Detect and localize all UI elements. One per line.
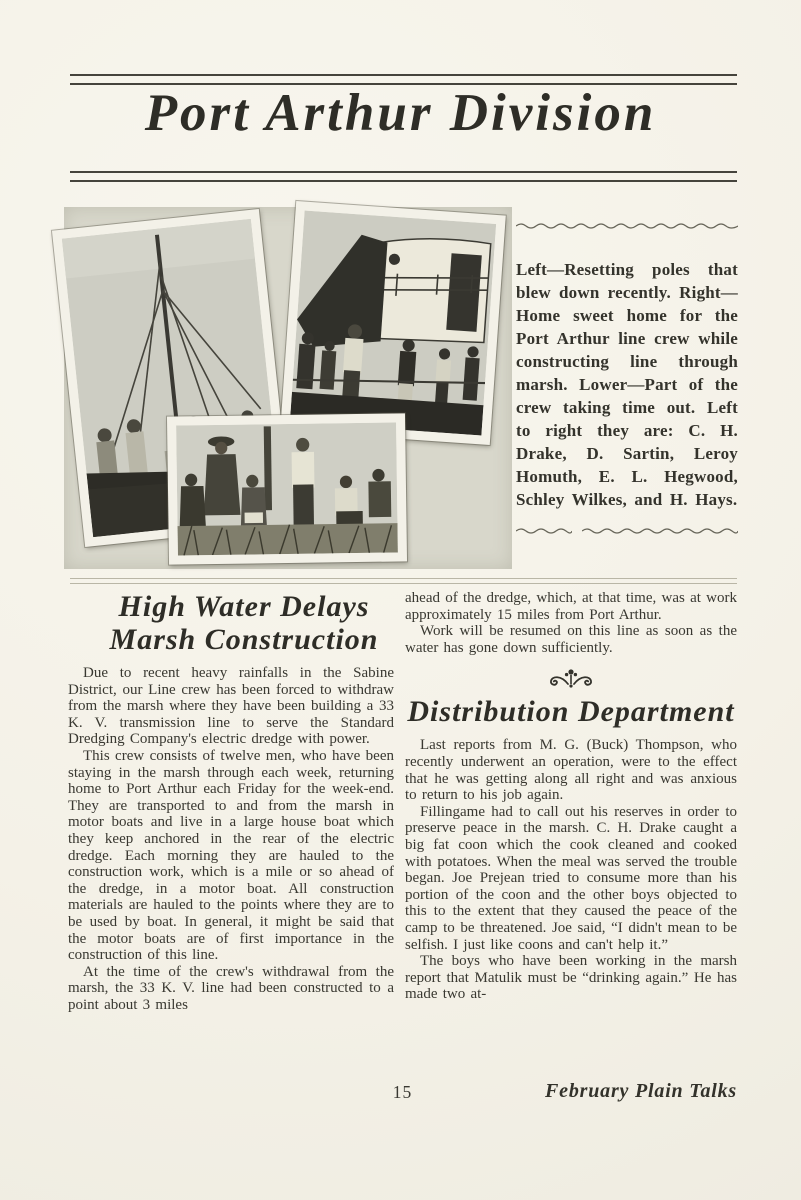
photo-collage (64, 207, 512, 569)
houseboat-illustration (290, 211, 496, 436)
wavy-rule-top (516, 222, 738, 230)
photo-crew-resting (167, 413, 407, 564)
paragraph: This crew consists of twelve men, who have been staying in the marsh through each week, returning home to Port Arthur each Friday for the week-end. They are transported to and from the marsh in motor boats and live in a large house boat which they keep anchored in the rear of the electric dredge. Each morning they are hauled to the construction work, which is a mile or so ahead of the dredge, in a motor boat. All construction materials are hauled to the points where they are to be used by boat. In general, it might be said that the motor boats are of first importance in the construction of this line. (68, 747, 394, 964)
headline-distribution-department: Distribution Department (407, 695, 735, 729)
page-title: Port Arthur Division (144, 84, 657, 142)
paragraph: At the time of the crew's withdrawal from the marsh, the 33 K. V. line had been constructed to a point about 3 miles (68, 963, 394, 1013)
section-divider-rule (70, 578, 737, 584)
article-columns (68, 590, 737, 1085)
wavy-rule-bottom (516, 527, 738, 535)
photo-caption: Left—Resetting poles that blew down recently. Right—Home sweet home for the Port Arthur line crew while constructing line through marsh. Lower—Part of the crew taking time out. Left to right they are: C. H. Drake, D. Sartin, Leroy Homuth, E. L. Hegwood, Schley Wilkes, and H. Hays. (516, 260, 738, 509)
fleuron-ornament-icon (405, 665, 737, 691)
paragraph: Due to recent heavy rainfalls in the Sabine District, our Line crew has been forced to withdraw from the marsh where they have been building a 33 K. V. transmission line to serve the Standard Dredging Company's electric dredge with power. (68, 665, 394, 748)
paragraph: Work will be resumed on this line as soon as the water has gone down sufficiently. (405, 623, 737, 656)
photo-caption-block (516, 222, 738, 535)
paragraph: Last reports from M. G. (Buck) Thompson, who recently underwent an operation, were to the effect that he was getting along all right and was anxious to return to his job again. (405, 737, 737, 804)
title-bottom-double-rule (70, 171, 737, 182)
publication-title: February Plain Talks (545, 1080, 737, 1102)
photo-houseboat (280, 201, 506, 445)
wavy-line-icon (516, 222, 738, 230)
headline-line-2: Marsh Construction (109, 623, 379, 656)
page-number: 15 (392, 1082, 413, 1102)
crew-resting-illustration (176, 422, 398, 555)
headline-line-1: High Water Delays (118, 590, 370, 623)
headline-high-water-delays (68, 590, 394, 656)
wavy-line-icon (516, 527, 572, 535)
wavy-line-icon (582, 527, 738, 535)
right-column (405, 590, 737, 1085)
left-column (68, 590, 394, 1085)
paragraph-continuation: ahead of the dredge, which, at that time, was at work approximately 15 miles from Port Arthur. (405, 590, 737, 623)
paragraph: Fillingame had to call out his reserves in order to preserve peace in the marsh. C. H. Drake caught a big fat coon which the cook cleaned and cooked with potatoes. When the meal was served the trouble began. Joe Prejean tried to consume more than his portion of the coon and the other boys objected to this to the extent that they caused the peace of the camp to be threatened. Joe said, “I didn't mean to be selfish. I just like coons and can't help it.” (405, 803, 737, 953)
page-footer (68, 1082, 737, 1112)
paragraph: The boys who have been working in the marsh report that Matulik must be “drinking again.” He has made two at- (405, 953, 737, 1003)
